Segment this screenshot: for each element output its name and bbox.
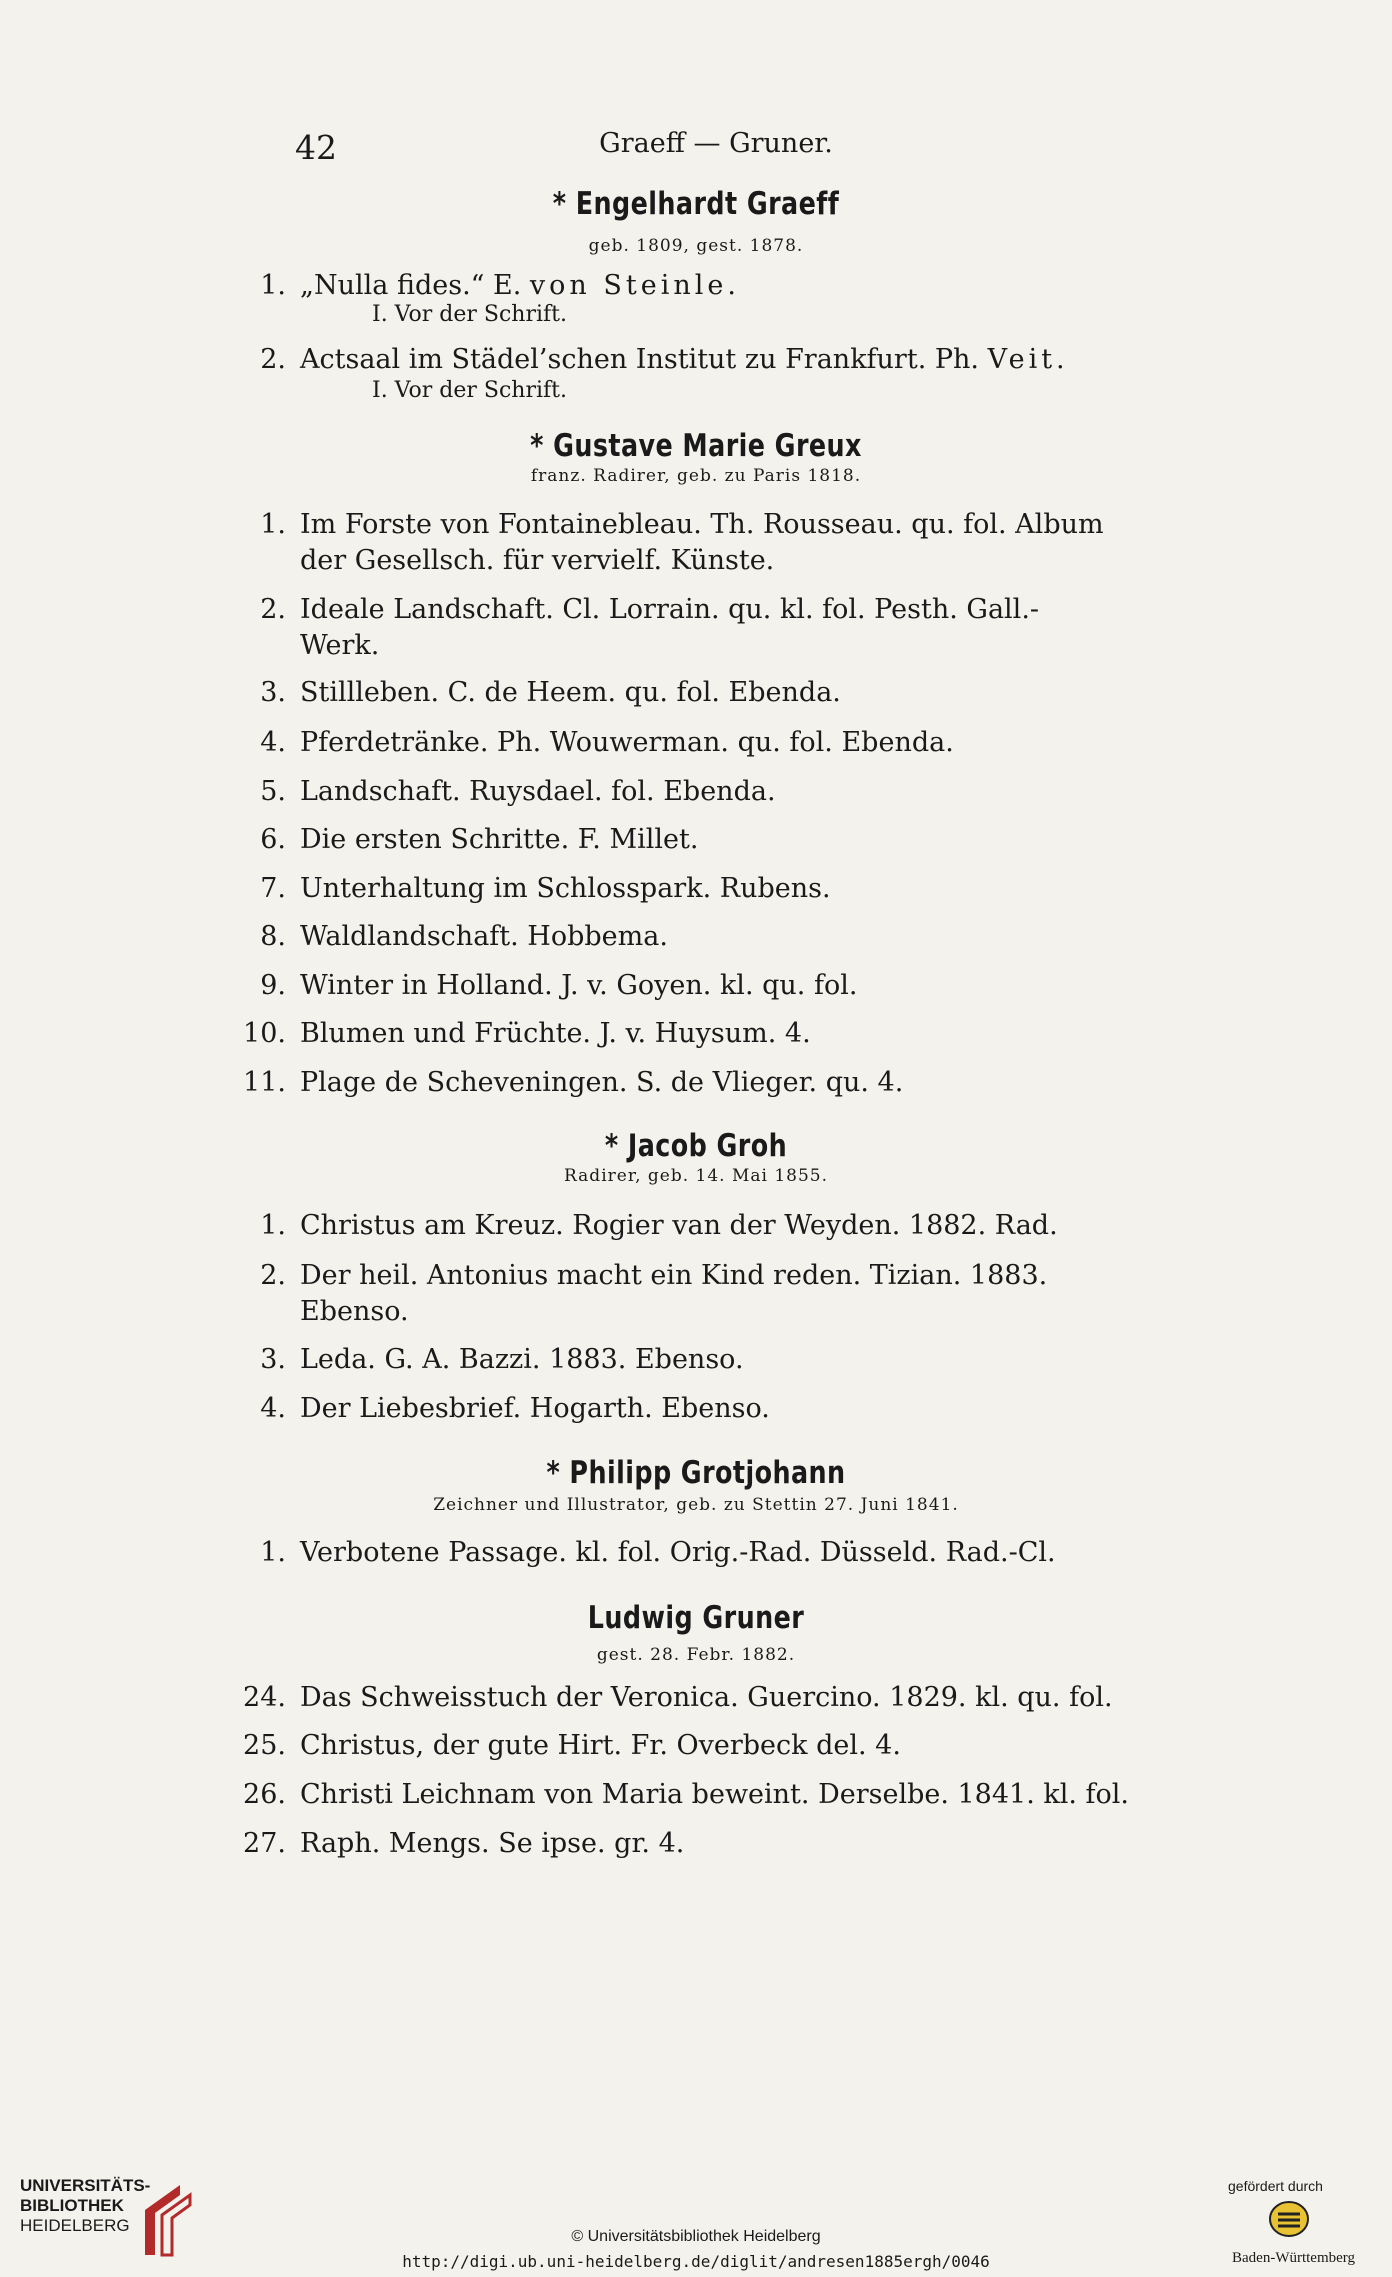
entry-line: Der heil. Antonius macht ein Kind reden. Tizian. 1883. [300,1260,1048,1291]
list-item [243,1680,1265,1716]
list-item [260,1258,1265,1330]
library-name-line: BIBLIOTHEK [20,2196,124,2215]
entry-artist: von Steinle. [529,270,740,301]
list-item [260,1208,1265,1244]
entry-number: 1. [260,1210,286,1241]
library-name-line: UNIVERSITÄTS- [20,2176,151,2195]
list-item [260,268,1265,304]
entry-note: I. Vor der Schrift. [372,302,568,327]
list-item [260,1391,1265,1427]
section-heading: * Philipp Grotjohann [546,1455,846,1491]
entry-text: Verbotene Passage. kl. fol. Orig.-Rad. Düsseld. Rad.-Cl. [300,1537,1056,1568]
entry-text: Waldlandschaft. Hobbema. [300,921,668,952]
entry-title: Actsaal im Städel’schen Institut zu Frankfurt. Ph. [300,344,988,375]
entry-text: Blumen und Früchte. J. v. Huysum. 4. [300,1018,811,1049]
entry-text: Leda. G. A. Bazzi. 1883. Ebenso. [300,1344,744,1375]
entry-number: 2. [260,344,286,375]
entry-line: der Gesellsch. für vervielf. Künste. [300,545,775,576]
entry-number: 3. [260,677,286,708]
entry-number: 25. [243,1730,286,1761]
entry-text: Christi Leichnam von Maria beweint. Derselbe. 1841. kl. fol. [300,1779,1130,1810]
entry-number: 8. [260,921,286,952]
coat-of-arms-icon [1268,2200,1310,2238]
entry-number: 24. [243,1682,286,1713]
entry-text: Stillleben. C. de Heem. qu. fol. Ebenda. [300,677,841,708]
entry-note: I. Vor der Schrift. [372,378,568,403]
entry-line: Im Forste von Fontainebleau. Th. Rousseau. qu. fol. Album [300,509,1104,540]
entry-number: 1. [260,509,286,540]
section-heading: * Jacob Groh [604,1128,788,1164]
entry-number: 27. [243,1828,286,1859]
list-item [243,1777,1265,1813]
section-subline: Zeichner und Illustrator, geb. zu Stettin 27. Juni 1841. [433,1495,959,1515]
entry-text: Raph. Mengs. Se ipse. gr. 4. [300,1828,685,1859]
library-logo-icon [140,2180,195,2260]
list-item [260,592,1265,664]
entry-number: 26. [243,1779,286,1810]
list-item [260,1342,1265,1378]
list-item [243,1826,1265,1862]
copyright-notice: © Universitätsbibliothek Heidelberg [571,2228,821,2245]
list-item [260,822,1265,858]
section-subline: Radirer, geb. 14. Mai 1855. [563,1166,829,1186]
entry-text: Pferdetränke. Ph. Wouwerman. qu. fol. Ebenda. [300,727,954,758]
entry-text: Landschaft. Ruysdael. fol. Ebenda. [300,776,776,807]
entry-number: 4. [260,1393,286,1424]
entry-number: 5. [260,776,286,807]
list-item [260,774,1265,810]
running-title: Graeff — Gruner. [599,128,833,159]
entry-number: 4. [260,727,286,758]
entry-number: 7. [260,873,286,904]
list-item [243,1065,1265,1101]
entry-number: 1. [260,1537,286,1568]
section-heading: * Engelhardt Graeff [552,186,840,222]
list-item [243,1016,1265,1052]
entry-artist: Veit. [987,344,1069,375]
section-subline: gest. 28. Febr. 1882. [596,1645,796,1665]
section-heading: Ludwig Gruner [587,1600,805,1636]
list-item [260,968,1265,1004]
list-item [260,675,1265,711]
page-number: 42 [295,128,337,167]
list-item [260,871,1265,907]
section-heading: * Gustave Marie Greux [530,428,862,464]
list-item [260,1535,1265,1571]
state-label: Baden-Württemberg [1232,2250,1356,2266]
entry-line: Ideale Landschaft. Cl. Lorrain. qu. kl. fol. Pesth. Gall.- [300,594,1040,625]
list-item [243,1728,1265,1764]
entry-text: Die ersten Schritte. F. Millet. [300,824,699,855]
list-item [260,342,1265,378]
entry-text: Winter in Holland. J. v. Goyen. kl. qu. fol. [300,970,858,1001]
entry-number: 9. [260,970,286,1001]
entry-number: 10. [243,1018,286,1049]
funded-by-label: gefördert durch [1228,2178,1323,2194]
entry-number: 6. [260,824,286,855]
entry-text: Der Liebesbrief. Hogarth. Ebenso. [300,1393,770,1424]
section-subline: franz. Radirer, geb. zu Paris 1818. [530,466,862,486]
entry-text: Christus, der gute Hirt. Fr. Overbeck del. 4. [300,1730,901,1761]
library-name-line: HEIDELBERG [20,2216,130,2235]
entry-text: Unterhaltung im Schlosspark. Rubens. [300,873,831,904]
entry-text: Christus am Kreuz. Rogier van der Weyden. 1882. Rad. [300,1210,1058,1241]
entry-line: Ebenso. [300,1296,409,1327]
section-subline: geb. 1809, gest. 1878. [588,236,804,256]
list-item [260,725,1265,761]
entry-line: Werk. [300,630,380,661]
library-logo-text [20,2176,150,2236]
permalink[interactable]: http://digi.ub.uni-heidelberg.de/diglit/andresen1885ergh/0046 [402,2252,990,2271]
entry-number: 3. [260,1344,286,1375]
entry-number: 2. [260,594,286,625]
entry-number: 1. [260,270,286,301]
list-item [260,919,1265,955]
entry-text: Das Schweisstuch der Veronica. Guercino. 1829. kl. qu. fol. [300,1682,1113,1713]
entry-title: „Nulla fides.“ E. [300,270,530,301]
entry-number: 2. [260,1260,286,1291]
entry-text: Plage de Scheveningen. S. de Vlieger. qu. 4. [300,1067,904,1098]
entry-number: 11. [243,1067,286,1098]
list-item [260,507,1265,579]
